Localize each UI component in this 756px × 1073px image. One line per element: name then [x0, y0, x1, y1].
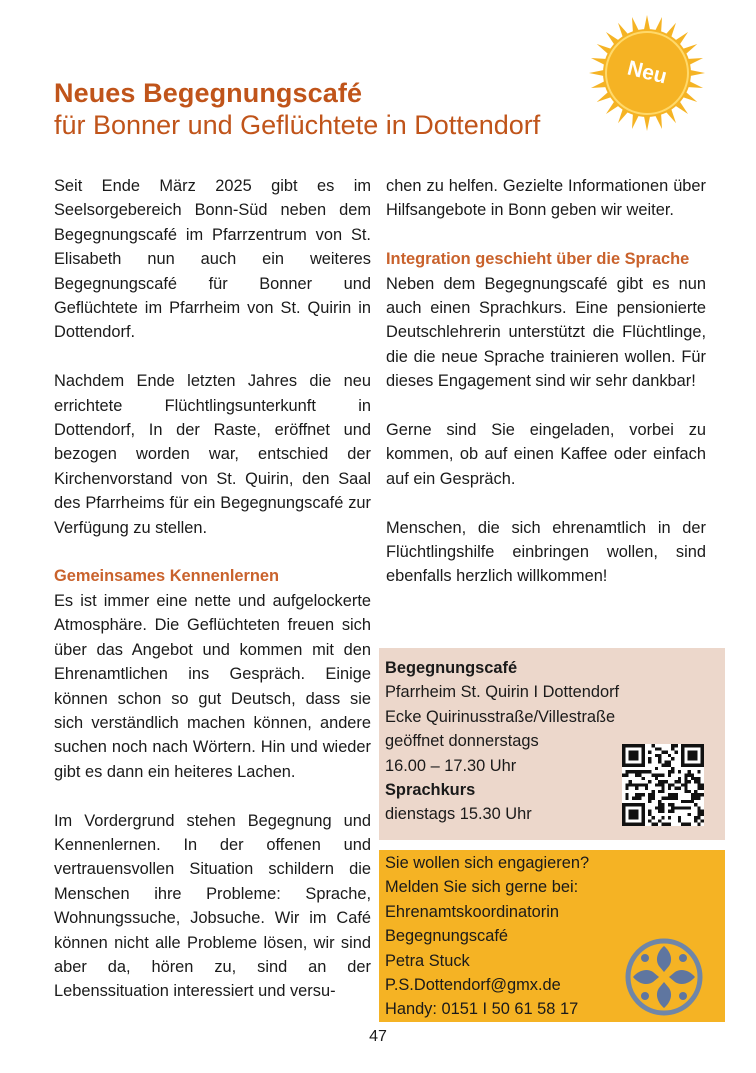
contact-phone[interactable]: Handy: 0151 I 50 61 58 17 [385, 1000, 579, 1019]
section-heading: Gemeinsames Kennenlernen [54, 567, 280, 586]
left-column [54, 174, 371, 1004]
info-opening-day: geöffnet donnerstags [385, 732, 539, 751]
info-heading-course: Sprachkurs [385, 781, 476, 800]
badge-label: Neu [625, 56, 670, 89]
contact-invite: Melden Sie sich gerne bei: [385, 878, 579, 897]
paragraph: Nachdem Ende letzten Jahres die neu errichtete Flüchtlingsunterkunft in Dottendorf, In der Raste, eröffnet und bezogen worden war, entschied der Kirchenvorstand von St. Quirin, den Saal des Pfarrheims für ein Begegnungscafé zur Verfügung zu stellen. [54, 372, 371, 537]
info-course-time: dienstags 15.30 Uhr [385, 805, 532, 824]
qr-code-icon[interactable] [622, 744, 704, 826]
paragraph: Seit Ende März 2025 gibt es im Seelsorgebereich Bonn-Süd neben dem Begegnungscafé im Pfarrzentrum von St. Elisabeth nun auch ein weiteres Begegnungscafé für Bonner und Geflüchtete im Pfarrheim von St. Quirin in Dottendorf. [54, 177, 371, 342]
info-location: Pfarrheim St. Quirin I Dottendorf [385, 683, 620, 702]
info-address: Ecke Quirinusstraße/Villestraße [385, 707, 616, 726]
info-box [379, 648, 725, 840]
paragraph: Es ist immer eine nette und aufgelockerte Atmosphäre. Die Geflüchteten freuen sich über das Angebot und kommen mit den Ehrenamtlichen ins Gespräch. Einige können schon so gut Deutsch, dass sie sich verständlich machen können, andere suchen noch nach Wörtern. Hin und wieder gibt es dann ein heiteres Lachen. [54, 591, 371, 781]
paragraph: Menschen, die sich ehrenamtlich in der Flüchtlingshilfe einbringen wollen, sind ebenfalls herzlich willkommen! [386, 518, 706, 586]
info-opening-time: 16.00 – 17.30 Uhr [385, 756, 517, 775]
section-heading: Integration geschieht über die Sprache [386, 250, 690, 269]
right-column [386, 174, 706, 589]
new-badge [586, 12, 708, 134]
page-subtitle: für Bonner und Geflüchtete in Dottendorf [54, 110, 541, 140]
paragraph: Im Vordergrund stehen Begegnung und Kennenlernen. In der offenen und vertrauensvollen Situation schildern die Menschen ihre Probleme: Sprache, Wohnungssuche, Jobsuche. Wir im Café können nicht alle Probleme lösen, wir sind aber da, hören zu, sind an der Lebenssituation interessiert und versu- [54, 811, 371, 1001]
page-number: 47 [369, 1028, 387, 1045]
contact-email[interactable]: P.S.Dottendorf@gmx.de [385, 976, 561, 995]
contact-question: Sie wollen sich engagieren? [385, 854, 590, 872]
page-title: Neues Begegnungscafé [54, 78, 363, 108]
contact-role: Ehrenamtskoordinatorin [385, 902, 560, 921]
paragraph: Gerne sind Sie eingeladen, vorbei zu kommen, ob auf einen Kaffee oder einfach auf ein Gespräch. [386, 421, 706, 488]
contact-project: Begegnungscafé [385, 927, 509, 946]
info-heading-cafe: Begegnungscafé [385, 659, 518, 677]
paragraph: chen zu helfen. Gezielte Informationen über Hilfsangebote in Bonn geben wir weiter. [386, 177, 706, 220]
paragraph: Neben dem Begegnungscafé gibt es nun auch einen Sprachkurs. Eine pensionierte Deutschlehrerin unterstützt die Flüchtlinge, die die neue Sprache trainieren wollen. Für dieses Engagement sind wir sehr dankbar! [386, 274, 706, 391]
contact-name: Petra Stuck [385, 951, 470, 970]
hands-circle-logo-icon [623, 936, 705, 1018]
contact-box [379, 850, 725, 1022]
